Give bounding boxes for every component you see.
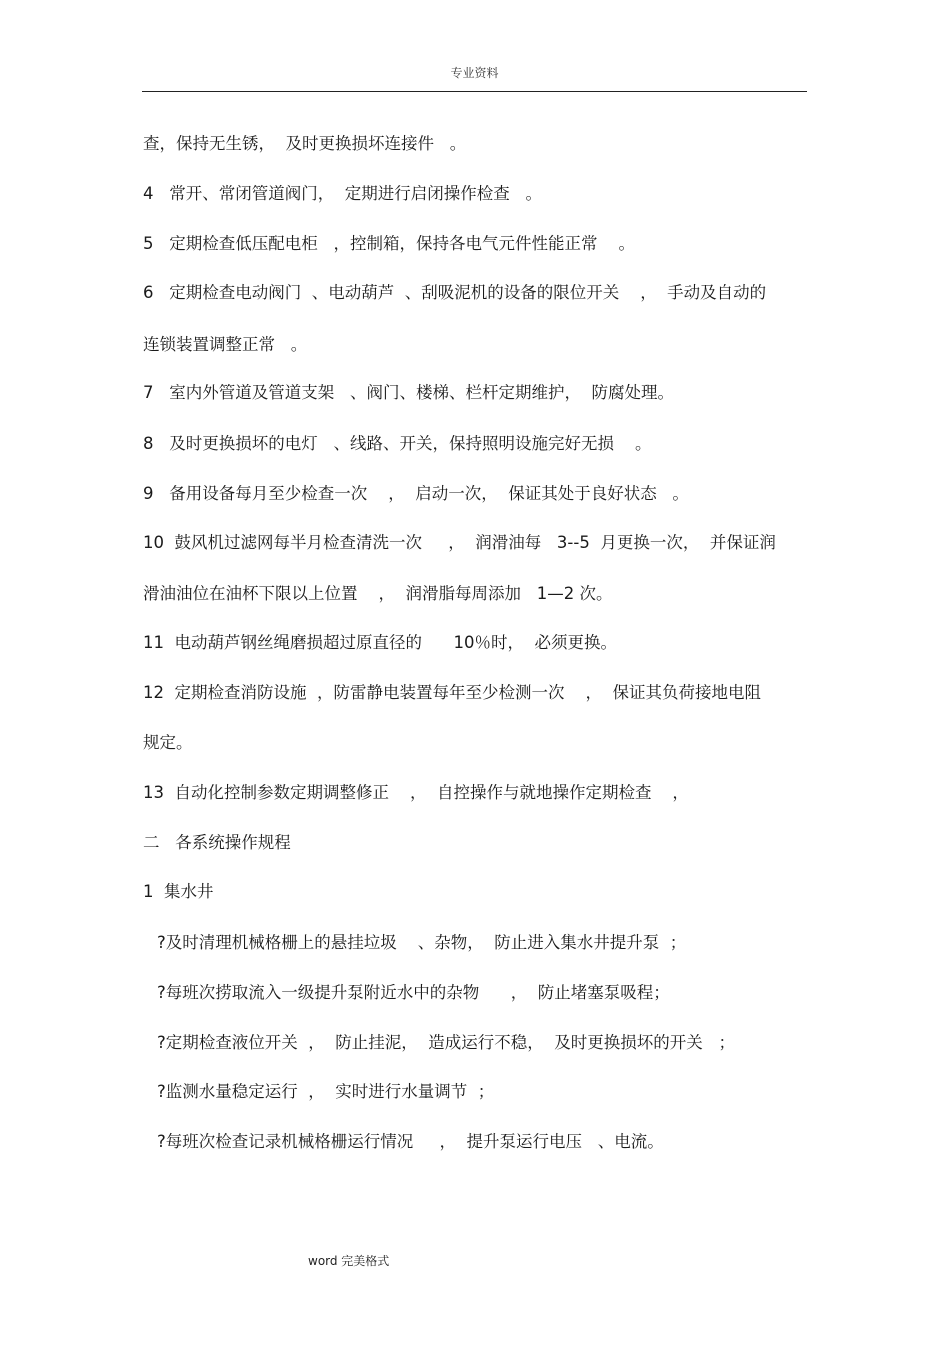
list-item: ?监测水量稳定运行 ， 实时进行水量调节 ； [157, 1082, 495, 1101]
list-item: ?每班次捞取流入一级提升泵附近水中的杂物 ， 防止堵塞泵吸程； [157, 983, 670, 1002]
text-line: 规定。 [143, 733, 193, 752]
subsection-heading: 1 集水井 [143, 882, 214, 901]
section-heading: 二 各系统操作规程 [143, 833, 291, 852]
text-line: 查，保持无生锈， 及时更换损坏连接件 。 [143, 134, 467, 153]
text-line: 5 定期检查低压配电柜 ，控制箱，保持各电气元件性能正常 。 [143, 234, 635, 253]
list-item: ?及时清理机械格栅上的悬挂垃圾 、杂物， 防止进入集水井提升泵 ； [157, 933, 687, 952]
page-footer: word 完美格式 [308, 1254, 390, 1268]
text-line: 8 及时更换损坏的电灯 、线路、开关，保持照明设施完好无损 。 [143, 434, 652, 453]
text-line: 4 常开、常闭管道阀门， 定期进行启闭操作检查 。 [143, 184, 542, 203]
text-line: 12 定期检查消防设施 ，防雷静电装置每年至少检测一次 ， 保证其负荷接地电阻 [143, 683, 761, 702]
text-line: 11 电动葫芦钢丝绳磨损超过原直径的 10％时， 必须更换。 [143, 633, 617, 652]
page-header: 专业资料 [450, 66, 499, 80]
text-line: 6 定期检查电动阀门 、电动葫芦 、刮吸泥机的设备的限位开关 ， 手动及自动的 [143, 283, 767, 302]
list-item: ?定期检查液位开关 ， 防止挂泥， 造成运行不稳， 及时更换损坏的开关 ； [157, 1033, 735, 1052]
text-line: 滑油油位在油杯下限以上位置 ， 润滑脂每周添加 1—2 次。 [143, 584, 613, 603]
list-item: ?每班次检查记录机械格栅运行情况 ， 提升泵运行电压 、电流。 [157, 1132, 664, 1151]
header-divider [142, 91, 807, 92]
text-line: 7 室内外管道及管道支架 、阀门、楼梯、栏杆定期维护， 防腐处理。 [143, 383, 674, 402]
text-line: 10 鼓风机过滤网每半月检查清洗一次 ， 润滑油每 3--5 月更换一次， 并保证润 [143, 533, 776, 552]
text-line: 连锁装置调整正常 。 [143, 335, 308, 354]
text-line: 13 自动化控制参数定期调整修正 ， 自控操作与就地操作定期检查 ， [143, 783, 689, 802]
text-line: 9 备用设备每月至少检查一次 ， 启动一次， 保证其处于良好状态 。 [143, 484, 689, 503]
